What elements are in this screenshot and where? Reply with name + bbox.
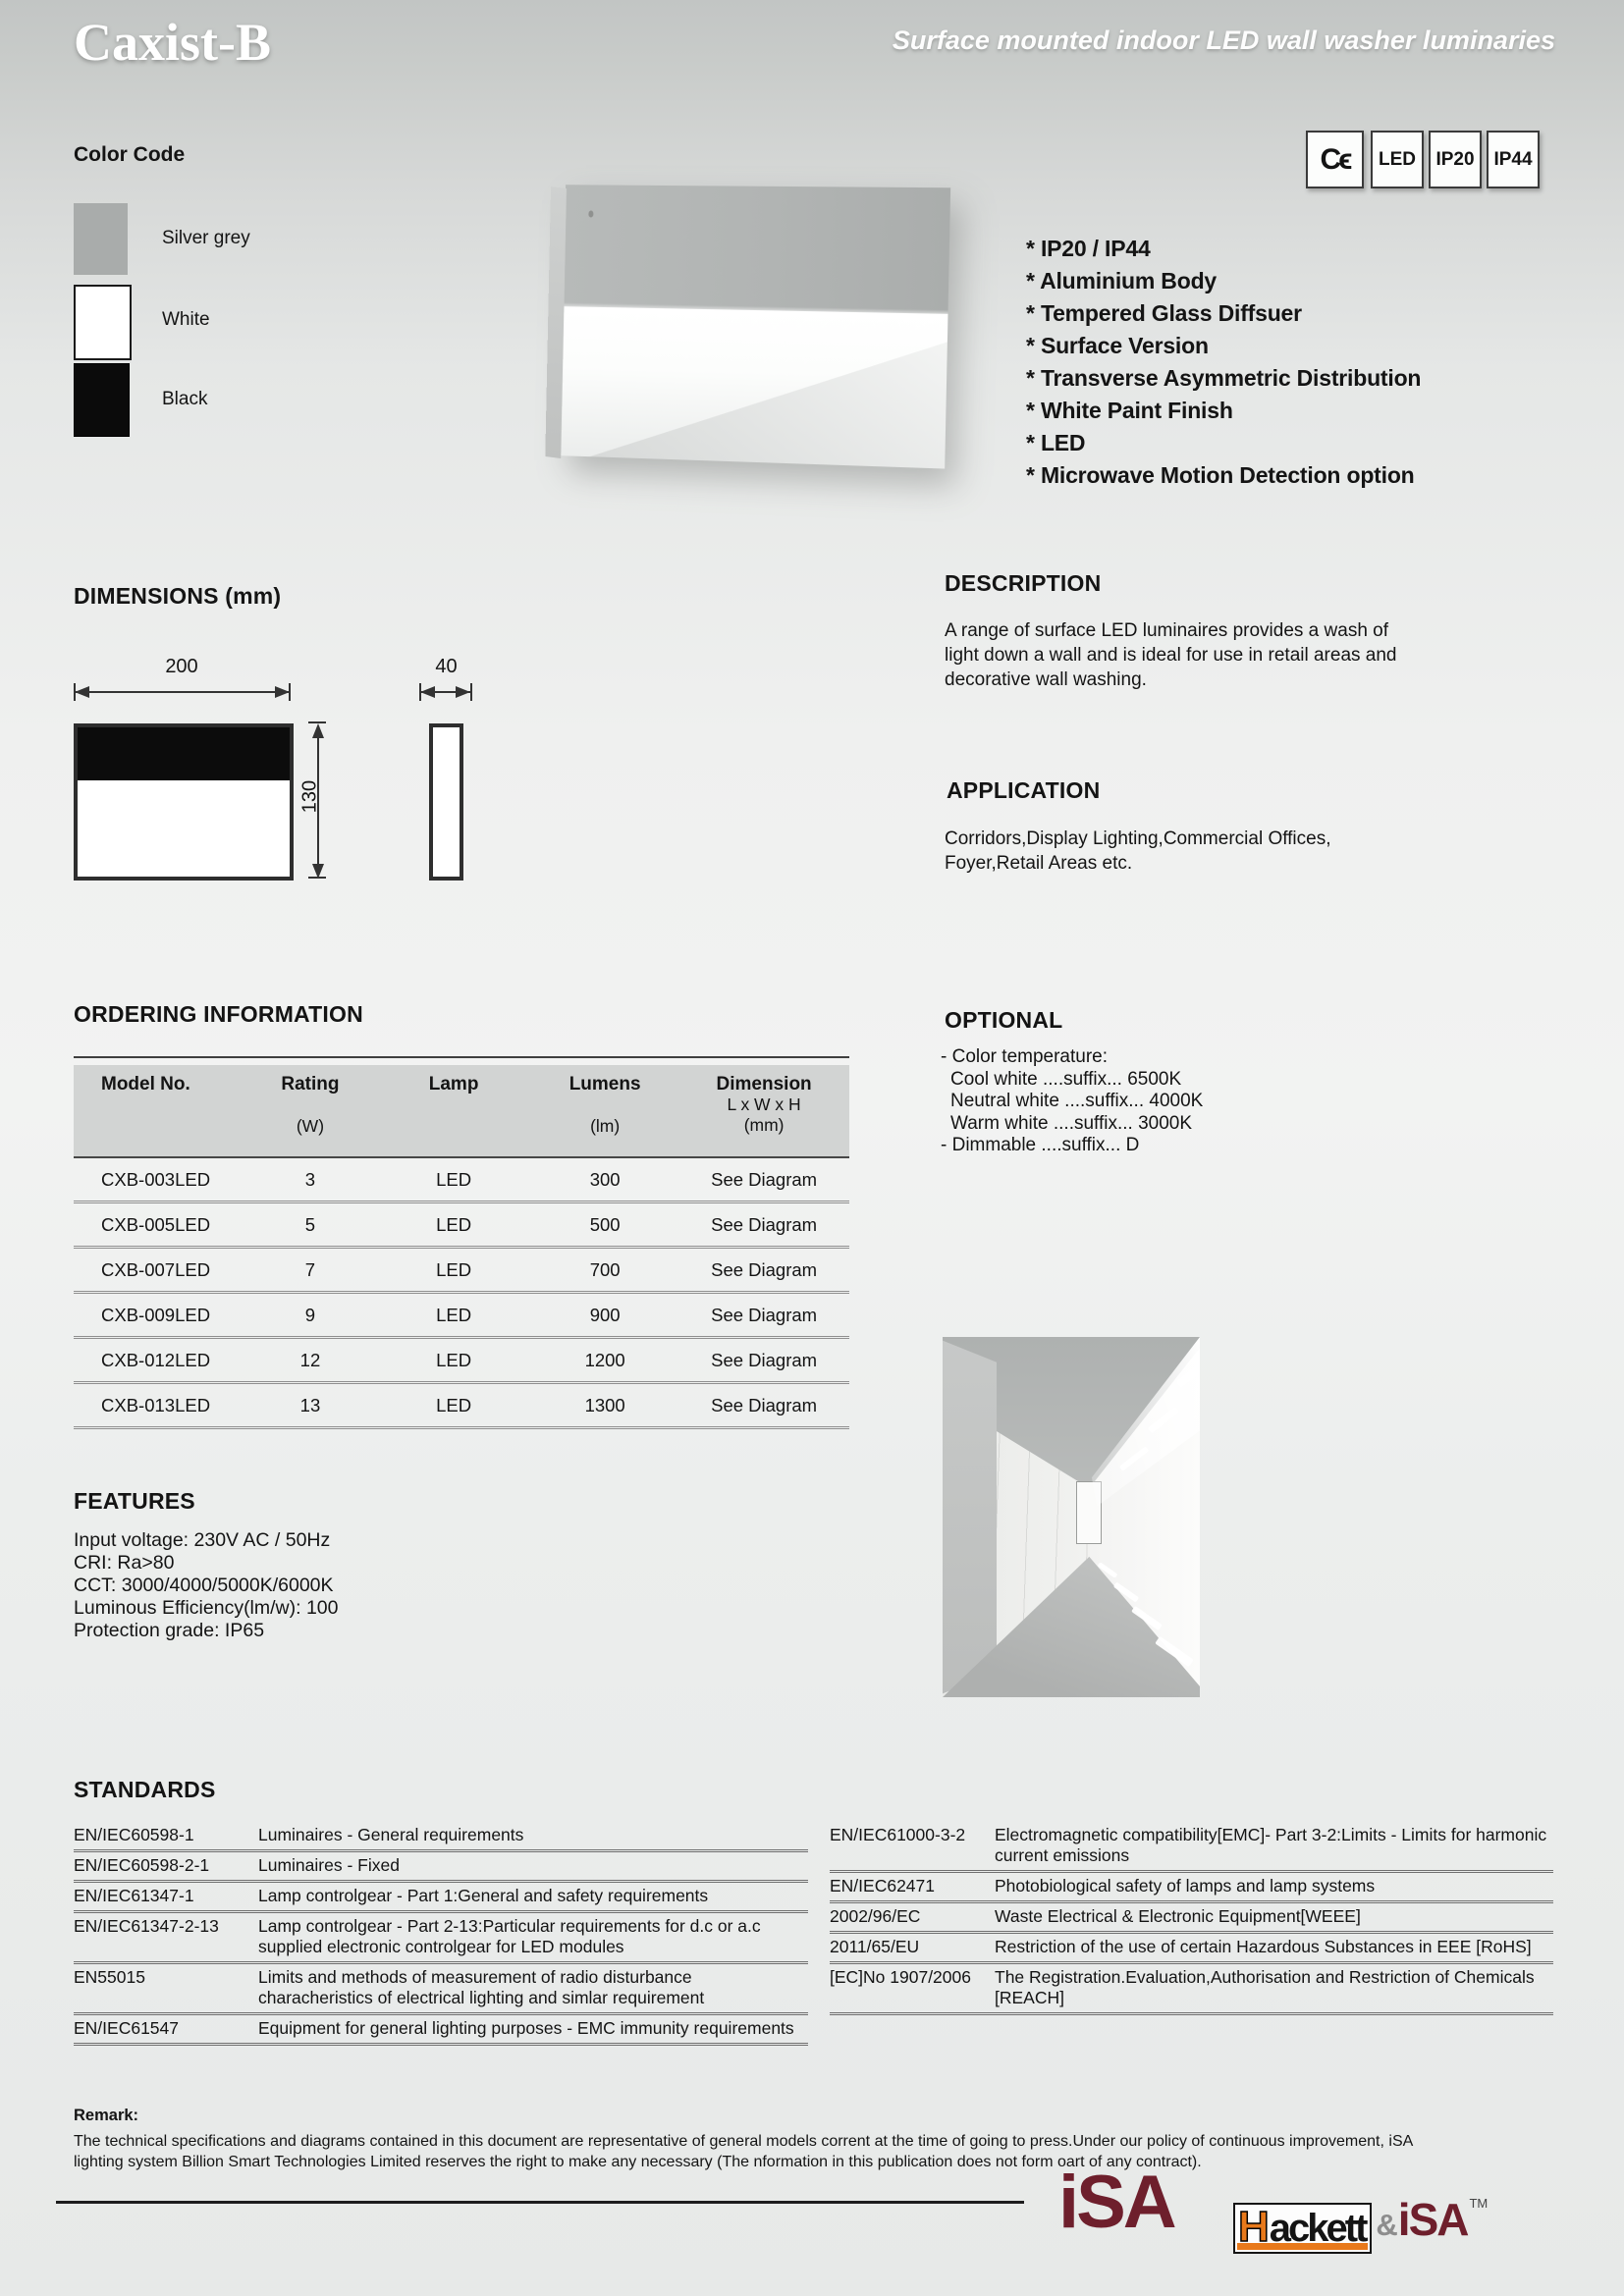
front-view-black-band <box>78 727 290 780</box>
standard-row: EN/IEC60598-1 Luminaires - General requirements <box>74 1822 808 1852</box>
dim-height-label: 130 <box>298 779 321 814</box>
highlight-item: * Tempered Glass Diffsuer <box>1026 300 1302 326</box>
feature-line: Input voltage: 230V AC / 50Hz <box>74 1529 331 1551</box>
feature-line: CRI: Ra>80 <box>74 1552 175 1574</box>
table-row: CXB-005LED 5 LED 500 See Diagram <box>74 1202 849 1248</box>
remark-heading: Remark: <box>74 2107 139 2124</box>
ip44-badge: IP44 <box>1487 131 1540 188</box>
optional-list <box>941 1046 1203 1157</box>
standard-row: EN/IEC61547 Equipment for general lighting purposes - EMC immunity requirements <box>74 2015 808 2046</box>
standard-row: EN/IEC61347-2-13 Lamp controlgear - Part 2-13:Particular requirements for d.c or a.c supplied electronic controlgear for LED modules <box>74 1913 808 1964</box>
col-dimension-sub: L x W x H <box>727 1095 801 1114</box>
standards-left-column <box>74 1822 808 2046</box>
dim-arrow-right-icon <box>456 686 470 698</box>
swatch-black <box>74 363 130 437</box>
dim-tick <box>74 683 76 701</box>
hackett-logo-box <box>1233 2203 1372 2254</box>
dim-tick <box>308 877 326 879</box>
dim-arrow-right-icon <box>275 686 290 698</box>
dim-line-horizontal <box>76 691 290 693</box>
standard-row: EN55015 Limits and methods of measurement of radio disturbance characheristics of electrical lighting and simlar requirement <box>74 1964 808 2015</box>
highlight-item: * Transverse Asymmetric Distribution <box>1026 365 1422 391</box>
swatch-white <box>74 285 132 360</box>
optional-line: - Dimmable ....suffix... D <box>941 1135 1140 1155</box>
col-dimension-unit: (mm) <box>743 1115 785 1135</box>
table-row: CXB-007LED 7 LED 700 See Diagram <box>74 1248 849 1293</box>
luminaire-top-panel <box>563 185 950 314</box>
col-lamp: Lamp <box>428 1074 479 1095</box>
features-list <box>74 1529 339 1642</box>
standard-row: 2002/96/EC Waste Electrical & Electronic Equipment[WEEE] <box>830 1903 1553 1934</box>
highlight-item: * IP20 / IP44 <box>1026 236 1151 261</box>
features-heading: FEATURES <box>74 1488 195 1514</box>
col-lumens-unit: (lm) <box>590 1116 621 1136</box>
description-text: A range of surface LED luminaires provides a wash of light down a wall and is ideal for use in retail areas and decorative wall washing. <box>945 620 1397 690</box>
corridor-photo <box>943 1337 1200 1697</box>
footer-divider <box>56 2201 1024 2204</box>
swatch-label-black: Black <box>162 389 208 409</box>
ordering-table <box>74 1056 849 1429</box>
optional-heading: OPTIONAL <box>945 1007 1063 1033</box>
led-badge: LED <box>1371 131 1424 188</box>
side-view-drawing <box>429 723 463 881</box>
standard-row: 2011/65/EU Restriction of the use of certain Hazardous Substances in EEE [RoHS] <box>830 1934 1553 1964</box>
ce-mark-badge: Cϵ <box>1306 131 1364 188</box>
optional-line: Cool white ....suffix... 6500K <box>950 1068 1182 1090</box>
dim-arrow-up-icon <box>312 723 324 738</box>
ordering-header-row <box>74 1065 849 1157</box>
col-rating-unit: (W) <box>296 1116 325 1136</box>
feature-line: Luminous Efficiency(lm/w): 100 <box>74 1597 339 1619</box>
description-heading: DESCRIPTION <box>945 570 1102 596</box>
standard-row: EN/IEC62471 Photobiological safety of lamps and lamp systems <box>830 1873 1553 1903</box>
hackett-letters: ackett <box>1269 2207 1366 2250</box>
swatch-silver-grey <box>74 203 128 275</box>
front-view-drawing <box>74 723 294 881</box>
product-photo <box>545 185 939 477</box>
dim-tick <box>470 683 472 701</box>
hackett-isa-logo <box>1233 2194 1489 2254</box>
standard-row: EN/IEC60598-2-1 Luminaires - Fixed <box>74 1852 808 1883</box>
feature-line: Protection grade: IP65 <box>74 1620 265 1641</box>
hackett-letter-h: H <box>1238 2203 1270 2251</box>
application-heading: APPLICATION <box>947 777 1101 803</box>
table-row: CXB-009LED 9 LED 900 See Diagram <box>74 1293 849 1338</box>
page-title: Caxist-B <box>74 13 271 72</box>
trademark-symbol: TM <box>1469 2196 1489 2211</box>
dimensions-heading: DIMENSIONS (mm) <box>74 583 282 609</box>
optional-line: - Color temperature: <box>941 1046 1109 1067</box>
col-dimension: Dimension <box>716 1074 812 1095</box>
isa-logo-small: iSA <box>1397 2194 1468 2245</box>
dim-tick <box>289 683 291 701</box>
standard-row: EN/IEC61000-3-2 Electromagnetic compatibility[EMC]- Part 3-2:Limits - Limits for harmonic current emissions <box>830 1822 1553 1873</box>
standard-row: EN/IEC61347-1 Lamp controlgear - Part 1:General and safety requirements <box>74 1883 808 1913</box>
highlight-item: * White Paint Finish <box>1026 398 1233 423</box>
ip20-badge: IP20 <box>1429 131 1482 188</box>
swatch-label-white: White <box>162 309 210 330</box>
optional-line: Warm white ....suffix... 3000K <box>950 1112 1193 1134</box>
feature-line: CCT: 3000/4000/5000K/6000K <box>74 1575 334 1596</box>
ampersand: & <box>1376 2208 1398 2242</box>
col-model: Model No. <box>101 1074 190 1095</box>
dim-tick <box>308 721 326 723</box>
dim-depth-label: 40 <box>435 656 458 677</box>
dim-arrow-left-icon <box>420 686 435 698</box>
dim-width-label: 200 <box>165 656 198 677</box>
luminaire-body <box>560 185 950 468</box>
remark-text: The technical specifications and diagrams contained in this document are representative of general models corrent at the time of going to press.Under our policy of continuous improvement, iSA lighting system Billion Smart Technologies Limited reserves the right to make any necessary (The nformation in this publication does not form oart of any contract). <box>74 2133 1413 2170</box>
table-row: CXB-013LED 13 LED 1300 See Diagram <box>74 1383 849 1428</box>
swatch-label-silver-grey: Silver grey <box>162 228 250 248</box>
table-row: CXB-003LED 3 LED 300 See Diagram <box>74 1157 849 1202</box>
col-lumens: Lumens <box>568 1074 641 1095</box>
col-rating: Rating <box>281 1074 340 1095</box>
highlight-item: * Aluminium Body <box>1026 268 1218 294</box>
ordering-heading: ORDERING INFORMATION <box>74 1001 363 1027</box>
standards-right-column <box>830 1822 1553 2015</box>
dim-arrow-left-icon <box>75 686 89 698</box>
isa-logo: iSA <box>1058 2161 1174 2244</box>
highlight-item: * LED <box>1026 430 1086 455</box>
standard-row: [EC]No 1907/2006 The Registration.Evaluation,Authorisation and Restriction of Chemicals [REACH] <box>830 1964 1553 2015</box>
color-code-heading: Color Code <box>74 143 186 166</box>
highlight-item: * Surface Version <box>1026 333 1209 358</box>
application-text: Corridors,Display Lighting,Commercial Offices, Foyer,Retail Areas etc. <box>945 828 1331 874</box>
highlight-item: * Microwave Motion Detection option <box>1026 462 1415 488</box>
standards-heading: STANDARDS <box>74 1777 216 1802</box>
optional-line: Neutral white ....suffix... 4000K <box>950 1091 1204 1111</box>
page-subtitle: Surface mounted indoor LED wall washer luminaries <box>892 26 1555 55</box>
table-row: CXB-012LED 12 LED 1200 See Diagram <box>74 1338 849 1383</box>
dim-tick <box>419 683 421 701</box>
highlight-list <box>1026 233 1421 492</box>
